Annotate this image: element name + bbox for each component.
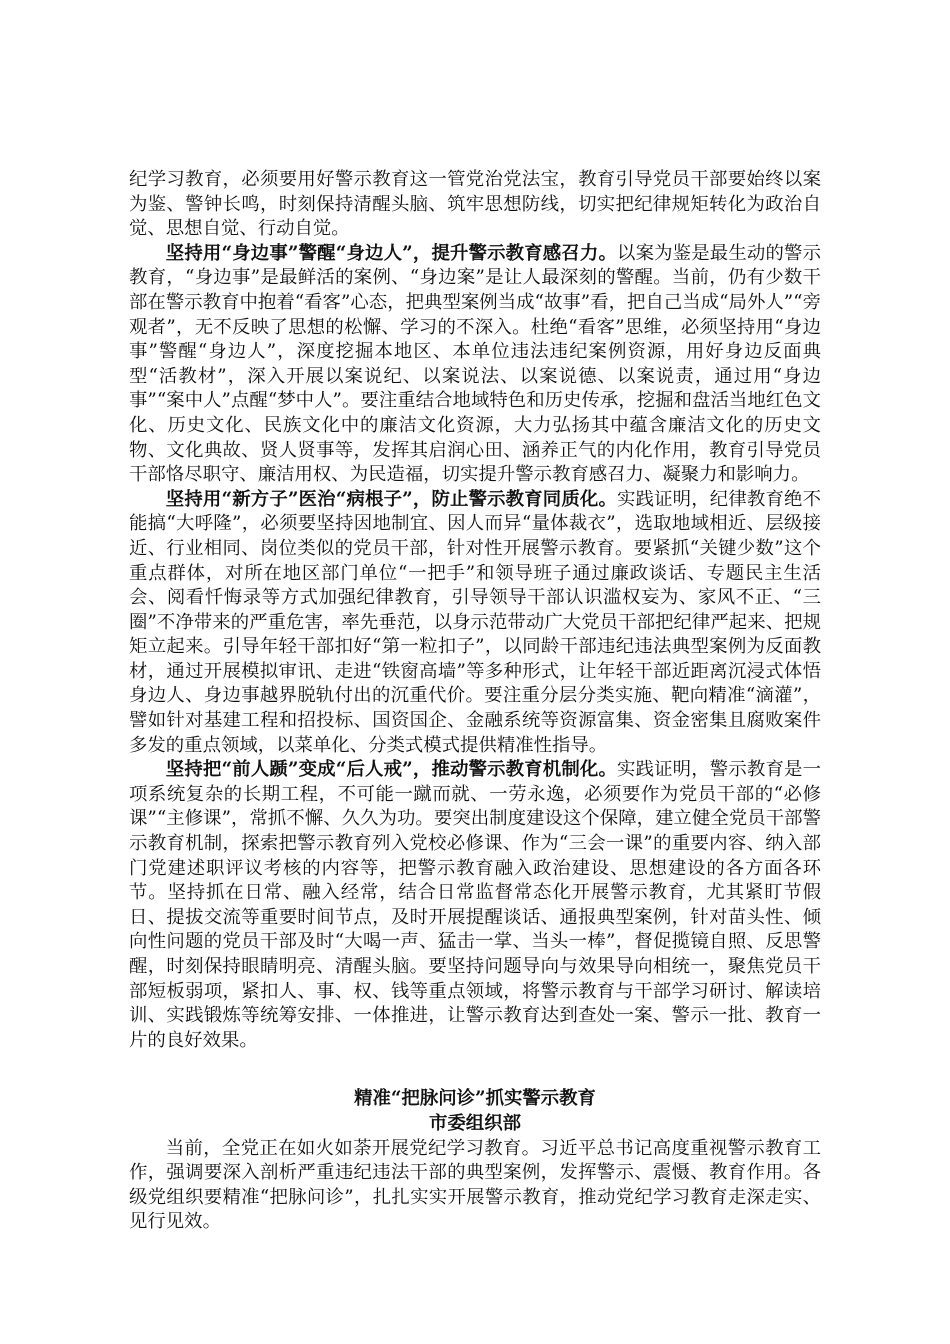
paragraph-continuation (129, 168, 821, 242)
paragraph-body: 实践证明，纪律教育绝不能搞“大呼隆”，必须要坚持因地制宜、因人而异“量体裁衣”，选取地域相近、层级接近、行业相同、岗位类似的党员干部，针对性开展警示教育。要紧抓“关键少数”这个重点群体，对所在地区部门单位“一把手”和领导班子通过廉政谈话、专题民主生活会、阅看忏悔录等方式加强纪律教育，引导领导干部认识滥权妄为、家风不正、“三圈”不净带来的严重危害，率先垂范，以身示范带动广大党员干部把纪律严起来、把规矩立起来。引导年轻干部扣好“第一粒扣子”，以同龄干部违纪违法典型案例为反面教材，通过开展模拟审讯、走进“铁窗高墙”等多种形式，让年轻干部近距离沉浸式体悟身边人、身边事越界脱轨付出的沉重代价。要注重分层分类实施、靶向精准“滴灌”，譬如针对基建工程和招投标、国资国企、金融系统等资源富集、资金密集且腐败案件多发的重点领域，以菜单化、分类式模式提供精准性指导。 (129, 488, 821, 756)
paragraph-body: 以案为鉴是最生动的警示教育，“身边事”是最鲜活的案例、“身边案”是让人最深刻的警醒。当前，仍有少数干部在警示教育中抱着“看客”心态，把典型案例当成“故事”看，把自己当成“局外人”“旁观者”，无不反映了思想的松懈、学习的不深入。杜绝“看客”思维，必须坚持用“身边事”警醒“身边人”，深度挖掘本地区、本单位违法违纪案例资源，用好身边反面典型“活教材”，深入开展以案说纪、以案说法、以案说德、以案说责，通过用“身边事”“案中人”点醒“梦中人”。要注重结合地域特色和历史传承，挖掘和盘活当地红色文化、历史文化、民族文化中的廉洁文化资源，大力弘扬其中蕴含廉洁文化的历史文物、文化典故、贤人贤事等，发挥其启润心田、涵养正气的内化作用，教育引导党员干部恪尽职守、廉洁用权、为民造福，切实提升警示教育感召力、凝聚力和影响力。 (129, 242, 821, 486)
article-author: 市委组织部 (429, 1112, 521, 1134)
paragraph-body: 实践证明，警示教育是一项系统复杂的长期工程，不可能一蹴而就、一劳永逸，必须要作为党员干部的“必修课”“主修课”，常抓不懈、久久为功。要突出制度建设这个保障，建立健全党员干部警示教育机制，探索把警示教育列入党校必修课、作为“三会一课”的重要内容、纳入部门党建述职评议考核的内容等，把警示教育融入政治建设、思想建设的各方面各环节。坚持抓在日常、融入经常，结合日常监督常态化开展警示教育，尤其紧盯节假日、提拔交流等重要时间节点，及时开展提醒谈话、通报典型案例，针对苗头性、倾向性问题的党员干部及时“大喝一声、猛击一掌、当头一棒”，督促揽镜自照、反思警醒，时刻保持眼睛明亮、清醒头脑。要坚持问题导向与效果导向相统一，聚焦党员干部短板弱项，紧扣人、事、权、钱等重点领域，将警示教育与干部学习研讨、解读培训、实践锻炼等统筹安排、一体推进，让警示教育达到查处一案、警示一批、教育一片的良好效果。 (129, 759, 821, 1051)
paragraph-lead: 坚持用“身边事”警醒“身边人”，提升警示教育感召力。 (165, 242, 618, 264)
section-spacer (129, 1053, 821, 1087)
article-intro: 当前，全党正在如火如荼开展党纪学习教育。习近平总书记高度重视警示教育工作，强调要深入剖析严重违纪违法干部的典型案例，发挥警示、震慑、教育作用。各级党组织要精准“把脉问诊”，扎扎实实开展警示教育，推动党纪学习教育走深走实、见行见效。 (129, 1137, 821, 1233)
article-title: 精准“把脉问诊”抓实警示教育 (354, 1088, 596, 1110)
paragraph-lead: 坚持用“新方子”医治“病根子”，防止警示教育同质化。 (165, 488, 618, 510)
paragraph-body: 纪学习教育，必须要用好警示教育这一管党治党法宝，教育引导党员干部要始终以案为鉴、警钟长鸣，时刻保持清醒头脑、筑牢思想防线，切实把纪律规矩转化为政治自觉、思想自觉、行动自觉。 (129, 169, 821, 240)
paragraph-lead: 坚持把“前人踬”变成“后人戒”，推动警示教育机制化。 (165, 759, 618, 781)
paragraph-section-1 (129, 242, 821, 488)
paragraph-section-2 (129, 488, 821, 759)
document-page (129, 168, 821, 1235)
paragraph-section-3 (129, 758, 821, 1053)
